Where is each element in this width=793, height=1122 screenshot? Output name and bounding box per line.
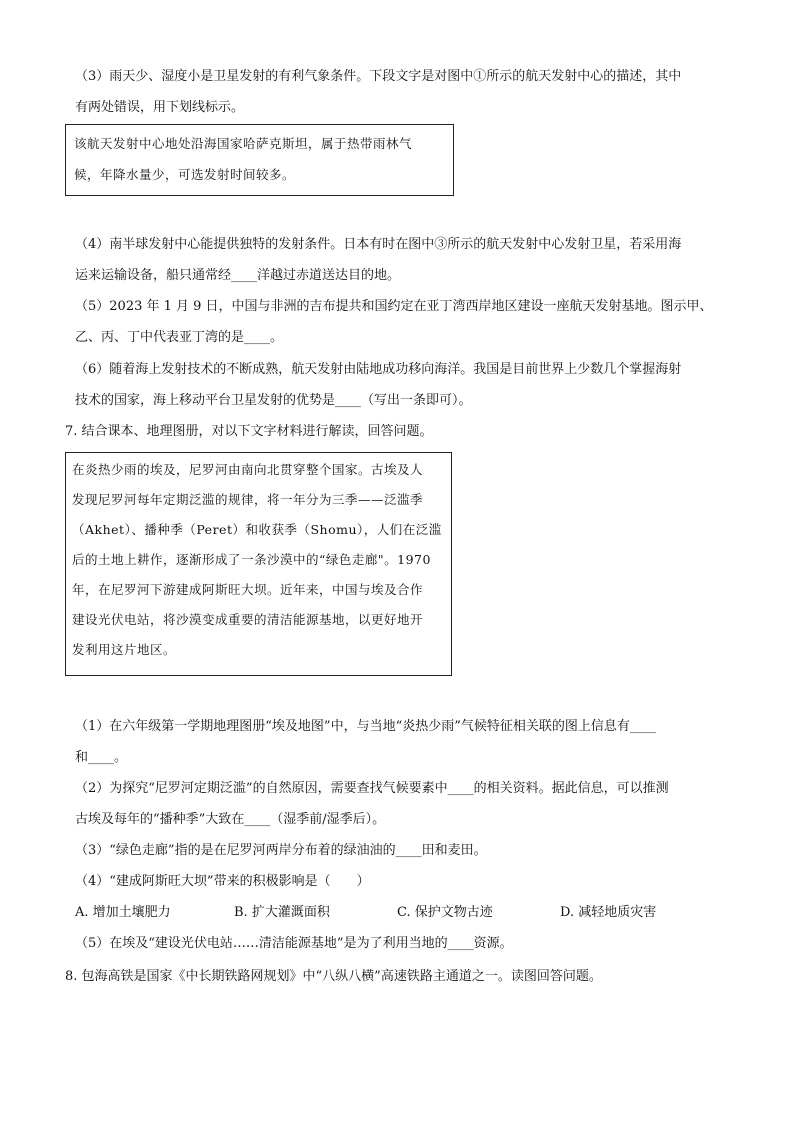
q6-material-line2: 候，年降水量少，可选发射时间较多。: [74, 167, 296, 182]
q7-part1-line2: 和____。: [75, 750, 128, 765]
q7-option-b: B. 扩大灌溉面积: [234, 905, 330, 920]
q6-part5-line1: （5）2023 年 1 月 9 日，中国与非洲的吉布提共和国约定在亚丁湾西岸地区建设一座航天发射基地。图示甲、: [75, 299, 713, 314]
q6-material-line1: 该航天发射中心地处沿海国家哈萨克斯坦，属于热带雨林气: [74, 136, 413, 151]
q7-part3: （3）“绿色走廊”指的是在尼罗河两岸分布着的绿油油的____田和麦田。: [75, 843, 487, 858]
q8-heading: 8. 包海高铁是国家《中长期铁路网规划》中“八纵八横”高速铁路主通道之一。读图回答问题。: [65, 969, 602, 984]
q7-material-line: 年，在尼罗河下游建成阿斯旺大坝。近年来，中国与埃及合作: [72, 582, 424, 597]
q6-part6-line1: （6）随着海上发射技术的不断成熟，航天发射由陆地成功移向海洋。我国是目前世界上少数几个掌握海射: [75, 362, 682, 377]
q7-material-box: [65, 452, 452, 676]
q7-material-line: （Akhet）、播种季（Peret）和收获季（Shomu），人们在泛滥: [72, 522, 442, 537]
q7-option-c: C. 保护文物古迹: [397, 905, 493, 920]
q7-material-line: 后的土地上耕作，逐渐形成了一条沙漠中的“绿色走廊"。1970: [72, 552, 431, 567]
q6-part4-line2: 运来运输设备，船只通常经____洋越过赤道送达目的地。: [75, 268, 401, 283]
q6-part3-line1: （3）雨天少、湿度小是卫星发射的有利气象条件。下段文字是对图中①所示的航天发射中心的描述，其中: [75, 69, 682, 84]
q7-material-line: 发现尼罗河每年定期泛滥的规律，将一年分为三季——泛滥季: [72, 492, 424, 507]
q6-part5-line2: 乙、丙、丁中代表亚丁湾的是____。: [75, 330, 284, 345]
q6-part6-line2: 技术的国家，海上移动平台卫星发射的优势是____（写出一条即可）。: [75, 393, 472, 408]
q7-heading: 7. 结合课本、地理图册，对以下文字材料进行解读，回答问题。: [65, 424, 433, 439]
q7-option-a: A. 增加土壤肥力: [75, 905, 171, 920]
q6-part4-line1: （4）南半球发射中心能提供独特的发射条件。日本有时在图中③所示的航天发射中心发射卫星，若采用海: [75, 237, 682, 252]
q7-part1-line1: （1）在六年级第一学期地理图册“埃及地图”中，与当地“炎热少雨”气候特征相关联的图上信息有____: [75, 719, 656, 734]
q7-part2-line1: （2）为探究“尼罗河定期泛滥”的自然原因，需要查找气候要素中____的相关资料。据此信息，可以推测: [75, 781, 669, 796]
q7-part4: （4）“建成阿斯旺大坝”带来的积极影响是（ ）: [75, 874, 370, 889]
q7-material-line: 发利用这片地区。: [72, 642, 177, 657]
q7-material-line: 建设光伏电站，将沙漠变成重要的清洁能源基地，以更好地开: [72, 612, 424, 627]
q7-part2-line2: 古埃及每年的“播种季”大致在____（湿季前/湿季后）。: [75, 812, 386, 827]
q7-material-line: 在炎热少雨的埃及，尼罗河由南向北贯穿整个国家。古埃及人: [72, 462, 424, 477]
q6-material-box: [65, 124, 454, 196]
q6-part3-line2: 有两处错误，用下划线标示。: [75, 100, 245, 115]
q7-option-d: D. 减轻地质灾害: [560, 905, 657, 920]
q7-part5: （5）在埃及“建设光伏电站……清洁能源基地”是为了利用当地的____资源。: [75, 936, 513, 951]
